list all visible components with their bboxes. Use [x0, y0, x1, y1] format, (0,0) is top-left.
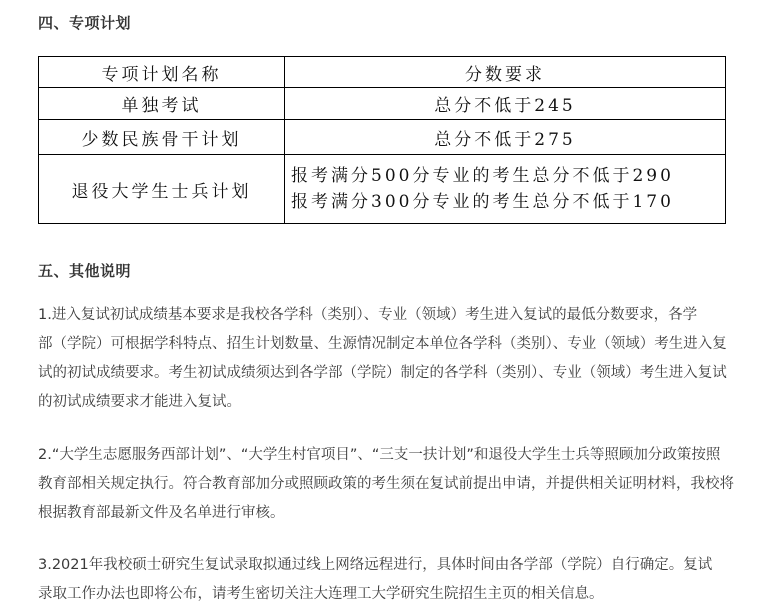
- score-requirement-cell: [285, 155, 726, 224]
- plan-name-cell: 单独考试: [39, 88, 285, 120]
- score-requirement-line: 报考满分300分专业的考生总分不低于170: [291, 192, 674, 212]
- table-header-row: [39, 57, 726, 88]
- paragraph-line: 录取工作办法也即将公布，请考生密切关注大连理工大学研究生院招生主页的相关信息。: [38, 586, 604, 602]
- paragraph-line: 2.“大学生志愿服务西部计划”、“大学生村官项目”、“三支一扶计划”和退役大学生士兵等照顾加分政策按照: [38, 447, 721, 463]
- score-requirement-line: 报考满分500分专业的考生总分不低于290: [291, 166, 674, 186]
- note-paragraph-3: [38, 551, 777, 609]
- table-header-score-requirement: 分数要求: [285, 57, 726, 88]
- paragraph-line: 1.进入复试初试成绩基本要求是我校各学科（类别）、专业（领域）考生进入复试的最低分数要求，各学: [38, 307, 698, 323]
- paragraph-line: 部（学院）可根据学科特点、招生计划数量、生源情况制定本单位各学科（类别）、专业（领域）考生进入复: [38, 336, 727, 352]
- score-requirement-cell: 总分不低于245: [285, 88, 726, 120]
- plan-name-cell: 少数民族骨干计划: [39, 120, 285, 155]
- paragraph-line: 的初试成绩要求才能进入复试。: [38, 394, 241, 410]
- section-heading-special-plans: 四、专项计划: [38, 14, 132, 32]
- table-row: [39, 120, 726, 155]
- table-row: [39, 155, 726, 224]
- score-requirement-cell: 总分不低于275: [285, 120, 726, 155]
- table-header-plan-name: 专项计划名称: [39, 57, 285, 88]
- note-paragraph-2: [38, 441, 777, 528]
- paragraph-line: 试的初试成绩要求。考生初试成绩须达到各学部（学院）制定的各学科（类别）、专业（领域）考生进入复试: [38, 365, 727, 381]
- section-heading-other-notes: 五、其他说明: [38, 262, 132, 280]
- table-row: [39, 88, 726, 120]
- special-plan-table: [38, 56, 726, 224]
- note-paragraph-1: [38, 301, 777, 417]
- paragraph-line: 3.2021年我校硕士研究生复试录取拟通过线上网络远程进行，具体时间由各学部（学院）自行确定。复试: [38, 557, 713, 573]
- plan-name-cell: 退役大学生士兵计划: [39, 155, 285, 224]
- paragraph-line: 根据教育部最新文件及名单进行审核。: [38, 505, 285, 521]
- paragraph-line: 教育部相关规定执行。符合教育部加分或照顾政策的考生须在复试前提出申请，并提供相关证明材料，我校将: [38, 476, 734, 492]
